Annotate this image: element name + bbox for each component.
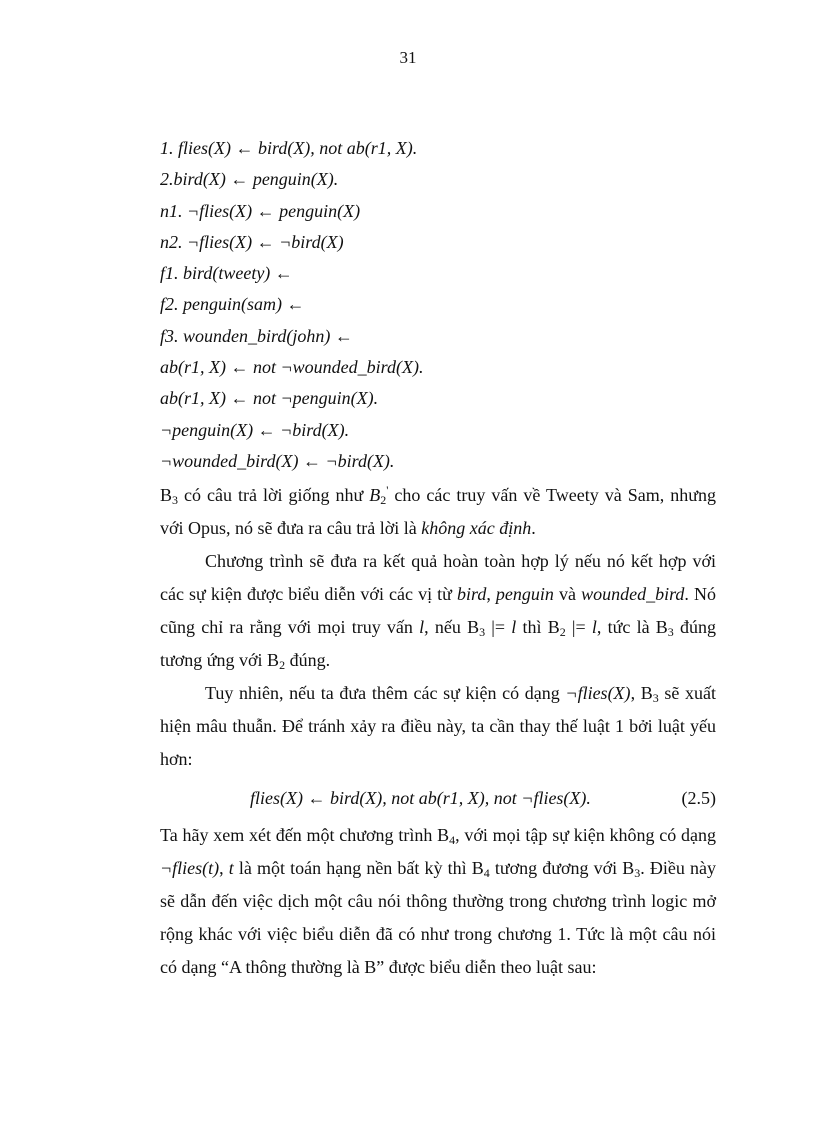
rule-list xyxy=(160,133,423,477)
body-text xyxy=(160,479,716,984)
italic-term: t xyxy=(228,858,234,878)
paragraph-1 xyxy=(160,479,716,545)
text-run: sẽ xuất hiện mâu thuẫn. Để tránh xảy ra điều này, ta cần thay thế luật 1 bởi luật yếu hơn: xyxy=(160,683,717,769)
text-run: Ta hãy xem xét đến một chương trình B xyxy=(160,825,450,845)
text-run: , nếu B xyxy=(424,617,480,637)
text-run: , B xyxy=(630,683,653,703)
text-run: và xyxy=(553,584,582,604)
text-run: , với mọi tập sự kiện không có dạng xyxy=(455,825,716,845)
text-run: Chương trình sẽ đưa ra kết quả hoàn toàn hợp lý nếu nó kết hợp với các sự kiện được biểu diễn với các vị từ xyxy=(160,551,716,604)
page-number: 31 xyxy=(399,48,417,67)
italic-term: l xyxy=(591,617,597,637)
subscript: 3 xyxy=(172,493,179,507)
rule-f1: f1. bird(tweety) ← xyxy=(160,263,293,284)
italic-term: penguin xyxy=(495,584,554,604)
equation-number: (2.5) xyxy=(681,788,716,808)
subscript: 3 xyxy=(479,625,486,639)
text-run: . xyxy=(531,518,536,538)
rule-neg-wounded: ¬wounded_bird(X) ← ¬bird(X). xyxy=(160,450,395,471)
subscript: 2 xyxy=(279,658,286,672)
text-run: là một toán hạng nền bất kỳ thì B xyxy=(233,858,484,878)
prime-mark: ' xyxy=(386,483,389,497)
text-run: thì B xyxy=(516,617,560,637)
text-run: . Nó cũng chỉ ra rằng với mọi truy vấn xyxy=(160,584,716,637)
text-run: . Điều này sẽ dẫn đến việc dịch một câu nói thông thường trong chương trình logic mở rộng khác với việc biểu diễn đã có như trong chương 1. Tức là một câu nói có dạng “A thông thường là B” được biểu diễn theo luật sau: xyxy=(160,858,717,977)
subscript: 4 xyxy=(483,866,490,880)
paragraph-2 xyxy=(160,545,716,677)
text-run: tương đương với B xyxy=(489,858,635,878)
equation-2-5 xyxy=(160,782,716,815)
rule-n2: n2. ¬flies(X) ← ¬bird(X) xyxy=(160,231,344,252)
subscript: 3 xyxy=(667,625,674,639)
rule-f3: f3. wounden_bird(john) ← xyxy=(160,325,353,346)
text-run: , tức là B xyxy=(596,617,668,637)
rule-ab-wounded: ab(r1, X) ← not ¬wounded_bird(X). xyxy=(160,357,424,378)
text-run: , xyxy=(219,858,229,878)
rule-1: 1. flies(X) ← bird(X), not ab(r1, X). xyxy=(160,138,418,158)
math-symbol: B xyxy=(369,485,381,505)
rule-ab-penguin: ab(r1, X) ← not ¬penguin(X). xyxy=(160,388,379,409)
subscript: 3 xyxy=(652,691,659,705)
text-run: B xyxy=(160,485,173,505)
italic-term: wounded_bird xyxy=(581,584,685,604)
text-run: đúng tương ứng với B xyxy=(160,617,717,670)
italic-term: bird xyxy=(457,584,487,604)
text-run: |= xyxy=(565,617,592,637)
italic-term: l xyxy=(419,617,425,637)
subscript: 2 xyxy=(559,625,566,639)
rule-2: 2.bird(X) ← penguin(X). xyxy=(160,169,339,190)
rule-n1: n1. ¬flies(X) ← penguin(X) xyxy=(160,200,361,221)
subscript-digit: 2 xyxy=(380,493,387,507)
rule-f2: f2. penguin(sam) ← xyxy=(160,294,305,315)
text-run: Tuy nhiên, nếu ta đưa thêm các sự kiện có dạng xyxy=(205,683,566,703)
text-run: có câu trả lời giống như xyxy=(178,485,370,505)
text-run: |= xyxy=(485,617,512,637)
math-inline: ¬flies(t) xyxy=(160,858,220,878)
rule-neg-penguin: ¬penguin(X) ← ¬bird(X). xyxy=(160,419,350,440)
text-run: cho các truy vấn về Tweety và Sam, nhưng với Opus, nó sẽ đưa ra câu trả lời là xyxy=(160,485,716,538)
subscript: 3 xyxy=(634,866,641,880)
paragraph-3 xyxy=(160,677,716,776)
paragraph-4 xyxy=(160,819,716,984)
italic-term: l xyxy=(511,617,517,637)
italic-term: không xác định xyxy=(421,518,532,538)
text-run: , xyxy=(486,584,496,604)
math-inline: ¬flies(X) xyxy=(565,683,631,703)
equation-body: flies(X) ← bird(X), not ab(r1, X), not ¬flies(X). xyxy=(250,788,591,808)
subscript: 4 xyxy=(449,833,456,847)
text-run: đúng. xyxy=(285,650,331,670)
